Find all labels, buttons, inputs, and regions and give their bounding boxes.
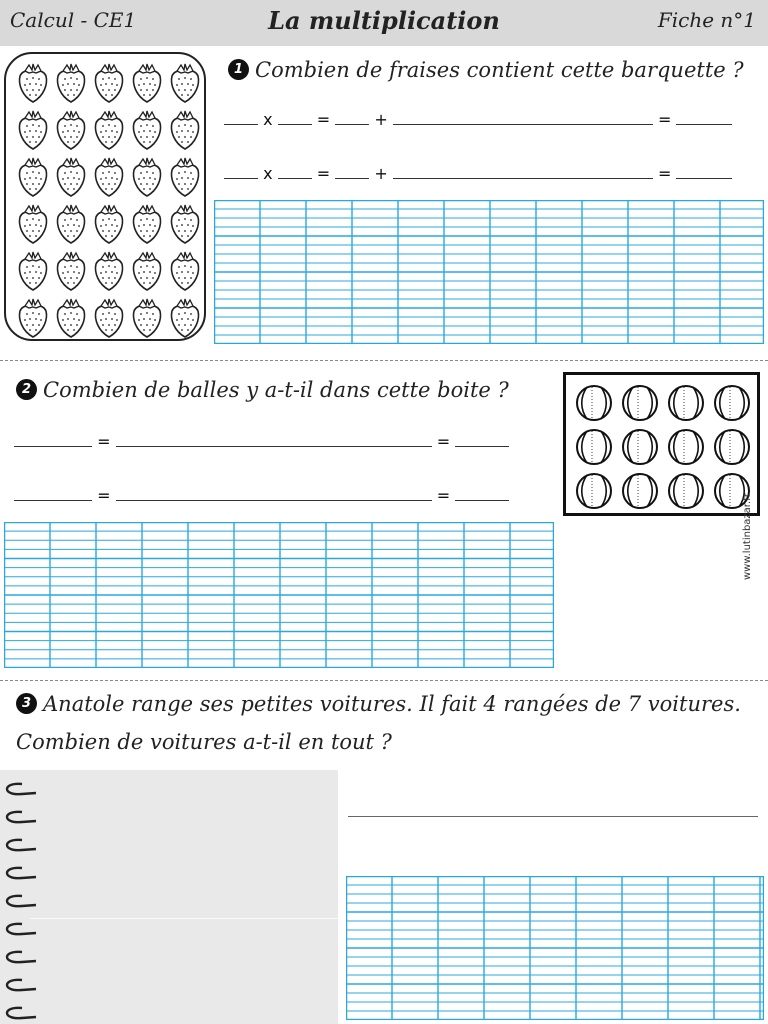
exercise-2-line-1 xyxy=(14,432,509,451)
strawberry-icon xyxy=(130,250,168,297)
strawberry-icon xyxy=(92,203,130,250)
strawberry-icon xyxy=(168,297,206,344)
answer-blank[interactable] xyxy=(676,164,732,179)
subject-label: Calcul - CE1 xyxy=(10,8,137,32)
answer-line[interactable] xyxy=(348,816,758,817)
equals-sign: = xyxy=(436,432,451,451)
tennis-ball-icon xyxy=(666,471,712,515)
strawberry-tray xyxy=(4,52,206,341)
equals-sign: = xyxy=(97,486,111,505)
tennis-ball-icon xyxy=(666,427,712,471)
spiral-ring xyxy=(7,868,36,878)
spiral-ring xyxy=(7,812,36,822)
strawberry-icon xyxy=(168,62,206,109)
tennis-ball-icon xyxy=(620,471,666,515)
exercise-1-number: 1 xyxy=(228,59,249,80)
tennis-ball-icon xyxy=(574,471,620,515)
separator-2 xyxy=(0,680,768,681)
sheet-number: Fiche n°1 xyxy=(657,8,756,32)
spiral-ring xyxy=(7,784,36,794)
spiral-ring xyxy=(7,980,36,990)
spiral-ring xyxy=(7,840,36,850)
exercise-3-number: 3 xyxy=(16,693,37,714)
answer-blank[interactable] xyxy=(116,432,432,447)
equals-sign: = xyxy=(316,164,331,183)
tennis-ball-icon xyxy=(620,383,666,427)
equals-sign: = xyxy=(316,110,331,129)
seyes-grid-2[interactable] xyxy=(4,522,554,668)
equals-sign: = xyxy=(97,432,111,451)
answer-blank[interactable] xyxy=(455,432,509,447)
watermark: www.lutinbazar.fr xyxy=(742,493,753,580)
strawberry-icon xyxy=(16,109,54,156)
times-sign: x xyxy=(263,164,273,183)
spiral-ring xyxy=(7,1008,36,1018)
exercise-3-question-line-2: Combien de voitures a-t-il en tout ? xyxy=(16,730,392,754)
answer-blank[interactable] xyxy=(455,486,509,501)
exercise-1-line-2 xyxy=(224,164,732,183)
answer-blank[interactable] xyxy=(14,486,92,501)
strawberry-icon xyxy=(168,250,206,297)
strawberry-icon xyxy=(168,203,206,250)
spiral-notebook[interactable] xyxy=(0,770,338,1024)
spiral-ring xyxy=(7,896,36,906)
answer-blank[interactable] xyxy=(116,486,432,501)
strawberry-icon xyxy=(130,109,168,156)
tennis-ball-icon xyxy=(574,427,620,471)
answer-blank[interactable] xyxy=(335,164,369,179)
separator-1 xyxy=(0,360,768,361)
equals-sign: = xyxy=(657,110,672,129)
equals-sign: = xyxy=(436,486,451,505)
exercise-2-question xyxy=(16,378,509,402)
tennis-ball-icon xyxy=(712,383,758,427)
spiral-binding-icon xyxy=(0,770,44,1024)
strawberry-icon xyxy=(16,156,54,203)
strawberry-icon xyxy=(16,62,54,109)
answer-blank[interactable] xyxy=(393,164,653,179)
plus-sign: + xyxy=(374,110,388,129)
strawberry-icon xyxy=(130,203,168,250)
exercise-2-number: 2 xyxy=(16,379,37,400)
exercise-1-question-text: Combien de fraises contient cette barquette ? xyxy=(255,58,744,82)
answer-blank[interactable] xyxy=(278,110,312,125)
tennis-ball-icon xyxy=(712,427,758,471)
times-sign: x xyxy=(263,110,273,129)
exercise-2-line-2 xyxy=(14,486,509,505)
spiral-ring xyxy=(7,952,36,962)
seyes-grid-1[interactable] xyxy=(214,200,764,344)
strawberry-icon xyxy=(130,297,168,344)
strawberry-icon xyxy=(54,203,92,250)
strawberry-icon xyxy=(54,250,92,297)
strawberry-icon xyxy=(54,62,92,109)
tennis-ball-icon xyxy=(620,427,666,471)
answer-blank[interactable] xyxy=(224,110,258,125)
answer-blank[interactable] xyxy=(278,164,312,179)
strawberry-icon xyxy=(54,297,92,344)
seyes-grid-3[interactable] xyxy=(346,876,764,1020)
equals-sign: = xyxy=(657,164,672,183)
strawberry-icon xyxy=(92,109,130,156)
exercise-3-question-line-1 xyxy=(16,692,741,716)
strawberry-icon xyxy=(54,156,92,203)
answer-blank[interactable] xyxy=(14,432,92,447)
plus-sign: + xyxy=(374,164,388,183)
strawberry-icon xyxy=(92,297,130,344)
exercise-1-line-1 xyxy=(224,110,732,129)
strawberry-icon xyxy=(16,203,54,250)
strawberry-icon xyxy=(130,62,168,109)
notebook-fold xyxy=(30,918,338,919)
page-title: La multiplication xyxy=(268,6,500,35)
strawberry-icon xyxy=(92,156,130,203)
strawberry-icon xyxy=(92,62,130,109)
strawberry-grid xyxy=(16,62,206,344)
answer-blank[interactable] xyxy=(224,164,258,179)
ball-grid xyxy=(574,383,758,515)
answer-blank[interactable] xyxy=(335,110,369,125)
strawberry-icon xyxy=(130,156,168,203)
strawberry-icon xyxy=(168,109,206,156)
strawberry-icon xyxy=(92,250,130,297)
answer-blank[interactable] xyxy=(676,110,732,125)
strawberry-icon xyxy=(16,297,54,344)
strawberry-icon xyxy=(54,109,92,156)
strawberry-icon xyxy=(16,250,54,297)
tennis-ball-icon xyxy=(574,383,620,427)
answer-blank[interactable] xyxy=(393,110,653,125)
ball-box xyxy=(563,372,760,516)
exercise-2-question-text: Combien de balles y a-t-il dans cette boite ? xyxy=(43,378,509,402)
tennis-ball-icon xyxy=(666,383,712,427)
exercise-3-question-text-1: Anatole range ses petites voitures. Il fait 4 rangées de 7 voitures. xyxy=(43,692,741,716)
strawberry-icon xyxy=(168,156,206,203)
exercise-1-question xyxy=(228,58,744,82)
spiral-ring xyxy=(7,924,36,934)
